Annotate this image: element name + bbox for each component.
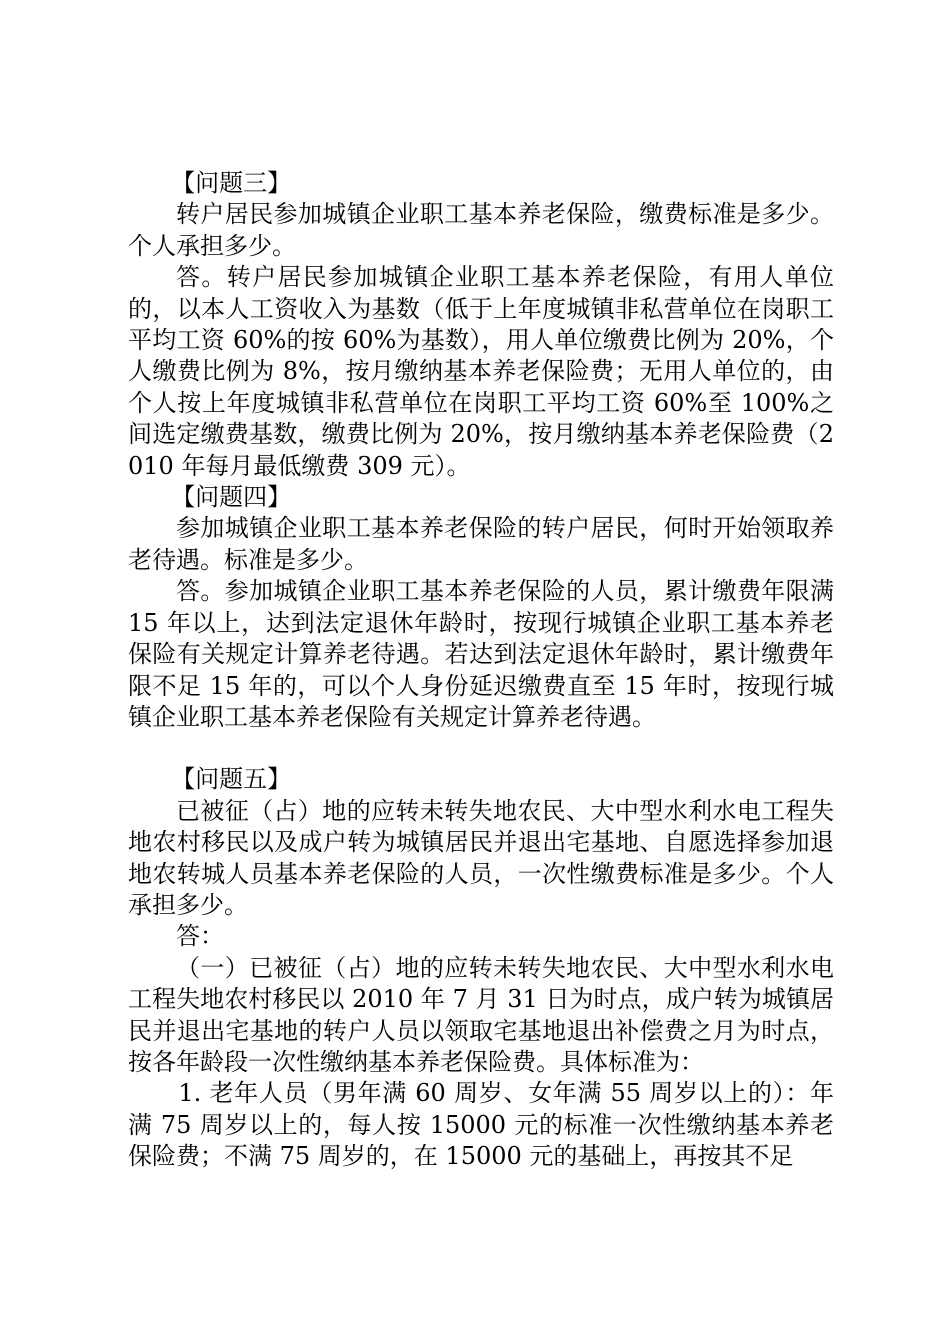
question-5-text: 已被征（占）地的应转未转失地农民、大中型水利水电工程失地农村移民以及成户转为城镇居民并退出宅基地、自愿选择参加退地农转城人员基本养老保险的人员，一次性缴费标准是多少。个人承担多少。	[128, 796, 834, 919]
heading-question-4: 【问题四】	[171, 483, 292, 512]
heading-question-5: 【问题五】	[171, 765, 292, 794]
document-body	[128, 168, 834, 1173]
answer-3-text: 答。转户居民参加城镇企业职工基本养老保险，有用人单位的，以本人工资收入为基数（低于上年度城镇非私营单位在岗职工平均工资 60%的按 60%为基数），用人单位缴费比例为 20%，个人缴费比例为 8%，按月缴纳基本养老保险费；无用人单位的，由个人按上年度城镇非私营单位在岗职工平均工资 60%至 100%之间选定缴费基数，缴费比例为 20%，按月缴纳基本养老保险费（2010 年每月最低缴费 309 元）。	[128, 263, 834, 480]
question-4-text: 参加城镇企业职工基本养老保险的转户居民，何时开始领取养老待遇。标准是多少。	[128, 514, 834, 574]
answer-5-label: 答：	[176, 922, 224, 951]
answer-4-text: 答。参加城镇企业职工基本养老保险的人员，累计缴费年限满 15 年以上，达到法定退休年龄时，按现行城镇企业职工基本养老保险有关规定计算养老待遇。若达到法定退休年龄时，累计缴费年限不足 15 年的，可以个人身份延迟缴费直至 15 年时，按现行城镇企业职工基本养老保险有关规定计算养老待遇。	[128, 577, 834, 731]
paragraph-gap	[128, 733, 834, 764]
answer-5-item-1: 1. 老年人员（男年满 60 周岁、女年满 55 周岁以上的）：年满 75 周岁以上的，每人按 15000 元的标准一次性缴纳基本养老保险费；不满 75 周岁的，在 15000 元的基础上，再按其不足	[128, 1079, 834, 1171]
heading-question-3: 【问题三】	[171, 169, 292, 197]
question-3-text: 转户居民参加城镇企业职工基本养老保险，缴费标准是多少。个人承担多少。	[128, 200, 834, 260]
answer-5-section-1: （一）已被征（占）地的应转未转失地农民、大中型水利水电工程失地农村移民以 2010 年 7 月 31 日为时点，成户转为城镇居民并退出宅基地的转户人员以领取宅基地退出补偿费之月为时点，按各年龄段一次性缴纳基本养老保险费。具体标准为：	[128, 953, 834, 1076]
